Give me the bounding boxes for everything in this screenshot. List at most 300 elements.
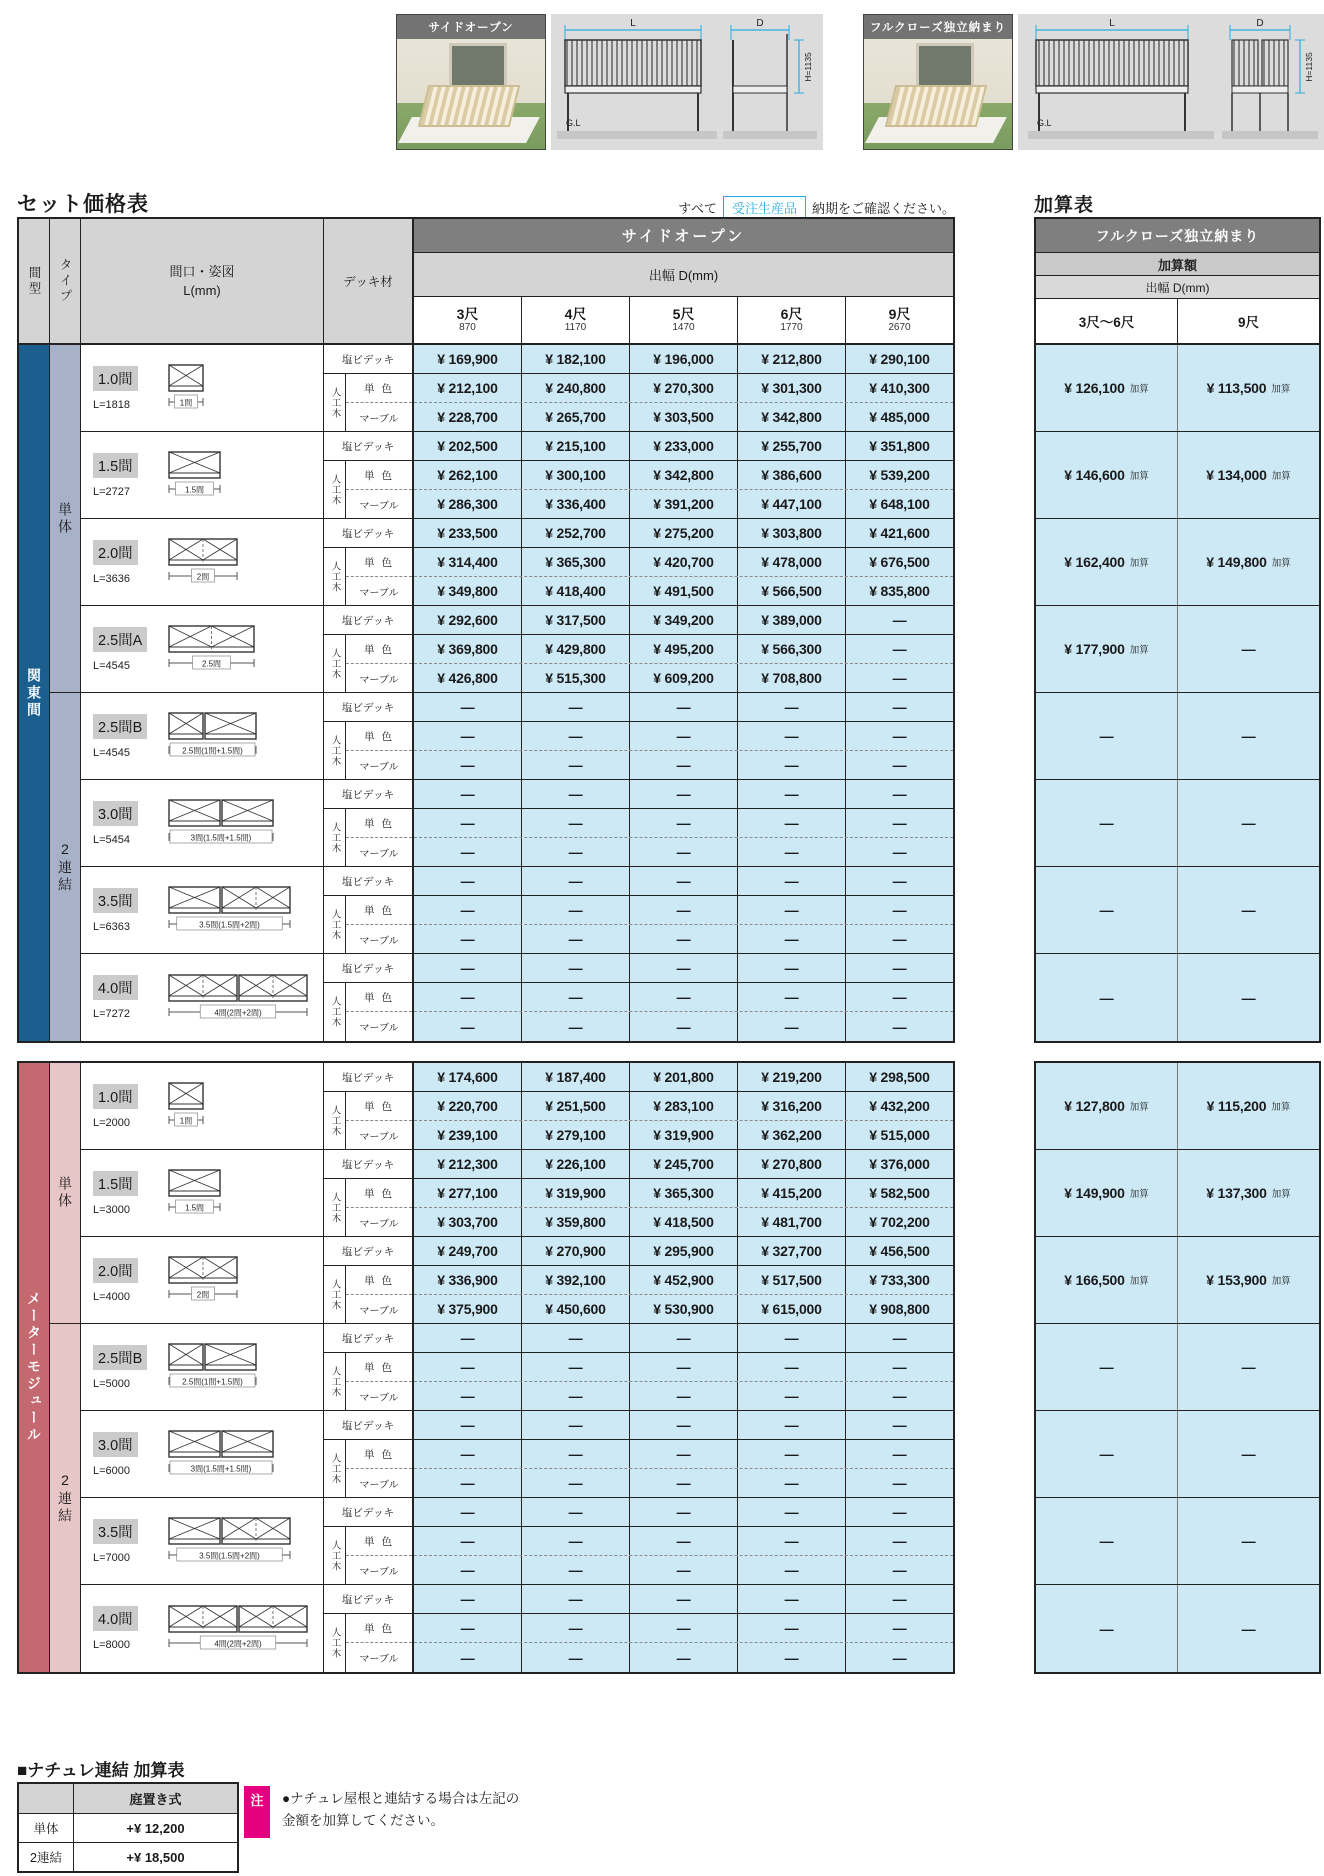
price-cell: ¥ 303,500 — [629, 403, 737, 431]
price-cell: — — [845, 867, 953, 895]
size-name: 3.5間 — [93, 1519, 138, 1544]
addition-value: ¥ 126,100 — [1064, 380, 1125, 396]
full-close-addition-table — [1034, 217, 1321, 1043]
price-cell: — — [460, 844, 475, 860]
section-name-vertical: メーターモジュール — [26, 1291, 42, 1444]
price-cell: ¥ 174,600 — [437, 1069, 498, 1085]
price-cell: ¥ 420,700 — [629, 548, 737, 576]
nature-row-single — [19, 1813, 237, 1842]
nature-table-title: ■ナチュレ連結 加算表 — [17, 1761, 185, 1780]
deck-material-cell — [324, 1324, 414, 1410]
addition-value: ¥ 146,600 — [1064, 467, 1125, 483]
deck-type-labels — [346, 1266, 412, 1323]
addition-row-2.0間 — [1036, 519, 1319, 606]
price-stripe — [414, 1527, 953, 1556]
artificial-wood-vertical-label: 人工木 — [329, 386, 341, 419]
addition-amount-header: 加算額 — [1036, 253, 1319, 276]
addition-value: ¥ 166,500 — [1064, 1272, 1125, 1288]
price-cell: ¥ 566,500 — [737, 577, 845, 605]
spec-cell — [81, 1411, 324, 1497]
size-name: 3.5間 — [93, 888, 138, 913]
deck-label-pvc: 塩ビデッキ — [324, 1324, 412, 1353]
price-cell: — — [460, 873, 475, 889]
deck-label-solid-color: 単 色 — [346, 635, 412, 664]
svg-text:H=1135: H=1135 — [803, 52, 813, 82]
full-close-line-diagram — [1018, 14, 1324, 150]
type-cell-単体 — [50, 1063, 80, 1324]
deck-label-solid-color: 単 色 — [346, 896, 412, 925]
deck-type-labels — [346, 722, 412, 779]
price-stripe — [414, 548, 953, 577]
type-column — [50, 345, 81, 1041]
spec-diagram — [167, 1515, 323, 1567]
price-cell: — — [629, 983, 737, 1011]
price-cell: ¥ 319,900 — [521, 1179, 629, 1207]
price-cell: — — [737, 867, 845, 895]
price-cell: — — [460, 1330, 475, 1346]
span-diagram-svg — [167, 1428, 277, 1480]
price-cell: — — [521, 1556, 629, 1584]
price-cell: ¥ 676,500 — [845, 548, 953, 576]
header-deck-material: デッキ材 — [324, 219, 414, 343]
spec-cell — [81, 432, 324, 518]
span-diagram-svg — [167, 623, 258, 675]
header-depth-columns — [414, 297, 953, 343]
addition-value: — — [1241, 989, 1256, 1006]
price-cell: ¥ 201,800 — [629, 1063, 737, 1091]
price-stripe — [414, 403, 953, 431]
deck-lower — [324, 722, 412, 779]
order-note-prefix: すべて — [678, 201, 717, 216]
price-cell: — — [521, 867, 629, 895]
addition-value: ¥ 127,800 — [1064, 1098, 1125, 1114]
price-cell: ¥ 426,800 — [437, 670, 498, 686]
price-cell: — — [845, 1411, 953, 1439]
addition-value: — — [1099, 1446, 1114, 1462]
spec-labels — [93, 540, 157, 585]
price-cell: ¥ 432,200 — [845, 1092, 953, 1120]
deck-label-artificial-wood — [324, 1353, 346, 1410]
price-cell: — — [629, 1382, 737, 1410]
deck-lower — [324, 1092, 412, 1149]
addition-table-title: 加算表 — [1034, 195, 1095, 216]
size-length: L=7000 — [93, 1551, 131, 1564]
price-stripe — [414, 1440, 953, 1469]
meter-module-price-table — [17, 1061, 955, 1674]
price-cell: ¥ 495,200 — [629, 635, 737, 663]
size-length: L=6363 — [93, 920, 131, 933]
addition-value: ¥ 149,900 — [1064, 1185, 1125, 1201]
svg-text:3間(1.5間+1.5間): 3間(1.5間+1.5間) — [190, 1464, 252, 1474]
span-diagram-svg — [167, 1080, 207, 1132]
price-cell: ¥ 292,600 — [437, 612, 498, 628]
spec-cell — [81, 519, 324, 605]
price-cell: — — [737, 809, 845, 837]
price-cell: — — [845, 1643, 953, 1672]
price-cell: ¥ 733,300 — [845, 1266, 953, 1294]
size-row-2.0間 — [81, 1237, 953, 1324]
addition-cell — [1177, 606, 1319, 692]
price-cell: ¥ 219,200 — [737, 1063, 845, 1091]
made-to-order-badge: 受注生産品 — [723, 196, 806, 219]
size-name: 3.0間 — [93, 801, 138, 826]
deck-label-marble: マーブル — [359, 761, 399, 773]
depth-col: 9尺 2670 — [845, 297, 953, 343]
deck-label-pvc: 塩ビデッキ — [324, 606, 412, 635]
price-cell: ¥ 515,300 — [521, 664, 629, 692]
side-open-line-diagram — [551, 14, 823, 150]
addition-value: — — [1099, 815, 1114, 831]
addition-cell — [1177, 1063, 1319, 1149]
deck-label-artificial-wood — [324, 809, 346, 866]
price-cell: — — [521, 1585, 629, 1613]
price-cell: ¥ 609,200 — [629, 664, 737, 692]
size-row-4.0間 — [81, 954, 953, 1041]
addition-row-4.0間 — [1036, 954, 1319, 1041]
full-close-photo — [863, 14, 1013, 150]
price-cell: ¥ 349,800 — [437, 583, 498, 599]
spec-labels — [93, 888, 157, 933]
addition-value: — — [1099, 902, 1114, 918]
addition-suffix: 加算 — [1129, 1189, 1149, 1200]
price-stripe — [414, 1353, 953, 1382]
price-cell: ¥ 202,500 — [437, 438, 498, 454]
addition-value: — — [1241, 1446, 1256, 1462]
note-text: ●ナチュレ屋根と連結する場合は左記の 金額を加算してください。 — [282, 1791, 520, 1828]
deck-label-artificial-wood — [324, 896, 346, 953]
spec-cell — [81, 1324, 324, 1410]
addition-cell — [1177, 1585, 1319, 1672]
price-cell: ¥ 239,100 — [437, 1127, 498, 1143]
price-stripe — [414, 896, 953, 925]
span-diagram-svg — [167, 797, 277, 849]
svg-text:2.5間: 2.5間 — [201, 659, 222, 669]
span-diagram-svg — [167, 884, 294, 936]
depth-col: 6尺 1770 — [737, 297, 845, 343]
deck-material-cell — [324, 1411, 414, 1497]
price-cell: — — [460, 1562, 475, 1578]
price-stripe — [414, 1092, 953, 1121]
addition-cell — [1036, 1411, 1177, 1497]
price-stripe — [414, 780, 953, 809]
price-cell: — — [629, 1527, 737, 1555]
header-type: タイプ — [50, 219, 81, 343]
artificial-wood-vertical-label: 人工木 — [329, 996, 341, 1028]
product-bar-side-open: サイドオープン — [414, 219, 953, 253]
price-cell: — — [521, 1440, 629, 1468]
span-diagram-svg — [167, 1603, 311, 1655]
price-cell: ¥ 212,800 — [737, 345, 845, 373]
size-name: 2.0間 — [93, 540, 138, 565]
size-row-1.5間 — [81, 432, 953, 519]
price-cells — [414, 1324, 953, 1410]
price-stripe — [414, 1012, 953, 1041]
nature-row-label: 2連結 — [19, 1843, 74, 1871]
price-stripe — [414, 664, 953, 692]
price-cell: ¥ 365,300 — [521, 548, 629, 576]
price-cell: — — [845, 1382, 953, 1410]
addition-suffix: 加算 — [1129, 384, 1149, 395]
price-cell: ¥ 648,100 — [845, 490, 953, 518]
addition-cell — [1177, 954, 1319, 1041]
deck-label-solid-color: 単 色 — [346, 1440, 412, 1469]
price-cell: ¥ 615,000 — [737, 1295, 845, 1323]
deck-material-cell — [324, 1150, 414, 1236]
price-stripe — [414, 1324, 953, 1353]
price-cell: — — [460, 902, 475, 918]
svg-text:G.L: G.L — [566, 118, 581, 128]
price-cell: — — [629, 1440, 737, 1468]
price-cell: ¥ 187,400 — [521, 1063, 629, 1091]
price-cell: ¥ 252,700 — [521, 519, 629, 547]
price-cell: ¥ 275,200 — [629, 519, 737, 547]
price-cell: — — [460, 786, 475, 802]
deck-label-pvc: 塩ビデッキ — [324, 693, 412, 722]
price-cell: — — [521, 954, 629, 982]
addition-row-2.0間 — [1036, 1237, 1319, 1324]
price-cell: — — [737, 1527, 845, 1555]
price-cell: — — [629, 1324, 737, 1352]
deck-photo-illustration — [397, 39, 545, 149]
addition-value: ¥ 149,800 — [1206, 554, 1267, 570]
price-cells — [414, 780, 953, 866]
deck-material-cell — [324, 519, 414, 605]
artificial-wood-vertical-label: 人工木 — [329, 1627, 341, 1659]
price-cell: — — [460, 699, 475, 715]
deck-label-solid-color: 単 色 — [346, 809, 412, 838]
deck-label-marble: マーブル — [359, 1218, 399, 1230]
price-stripe — [414, 1382, 953, 1410]
spec-cell — [81, 1063, 324, 1149]
full-close-photo-title: フルクローズ独立納まり — [864, 15, 1012, 39]
deck-label-solid-color: 単 色 — [346, 983, 412, 1012]
price-cell: ¥ 908,800 — [845, 1295, 953, 1323]
deck-material-cell — [324, 780, 414, 866]
price-cell: — — [737, 1382, 845, 1410]
price-cell: ¥ 369,800 — [437, 641, 498, 657]
price-cell: ¥ 391,200 — [629, 490, 737, 518]
price-cell: — — [460, 1504, 475, 1520]
addition-value: — — [1241, 1359, 1256, 1375]
deck-label-solid-color: 単 色 — [346, 1179, 412, 1208]
price-cell: ¥ 270,900 — [521, 1237, 629, 1265]
deck-label-solid-color: 単 色 — [346, 722, 412, 751]
price-cell: — — [629, 1585, 737, 1613]
addition-value: — — [1241, 728, 1256, 744]
addition-row-1.5間 — [1036, 1150, 1319, 1237]
spec-labels — [93, 714, 157, 759]
deck-lower — [324, 374, 412, 431]
span-diagram-svg — [167, 449, 224, 501]
size-length: L=4545 — [93, 746, 131, 759]
deck-label-solid-color: 単 色 — [346, 1353, 412, 1382]
size-length: L=5454 — [93, 833, 131, 846]
price-cell: — — [845, 780, 953, 808]
price-stripe — [414, 1295, 953, 1323]
price-stripe — [414, 490, 953, 518]
deck-label-pvc: 塩ビデッキ — [324, 780, 412, 809]
price-cell: — — [521, 1353, 629, 1381]
section-sidebar-関東間 — [19, 345, 50, 1041]
price-cell: — — [521, 1324, 629, 1352]
price-cell: — — [629, 1353, 737, 1381]
deck-label-marble: マーブル — [359, 1654, 399, 1665]
addition-value: ¥ 113,500 — [1206, 380, 1267, 396]
spec-cell — [81, 780, 324, 866]
order-note — [620, 196, 955, 219]
price-stripe — [414, 867, 953, 896]
spec-cell — [81, 954, 324, 1041]
addition-row-1.0間 — [1036, 1063, 1319, 1150]
addition-depth-columns — [1036, 299, 1319, 343]
size-row-2.5間A — [81, 606, 953, 693]
spec-diagram — [167, 1428, 323, 1480]
addition-cell — [1036, 1150, 1177, 1236]
price-cell: — — [845, 751, 953, 779]
addition-row-2.5間B — [1036, 1324, 1319, 1411]
spec-diagram — [167, 536, 323, 588]
price-cell: — — [460, 1591, 475, 1607]
price-cell: — — [521, 1382, 629, 1410]
price-cell: — — [737, 1643, 845, 1672]
price-cell: — — [460, 1018, 475, 1035]
deck-type-labels — [346, 896, 412, 953]
size-row-1.0間 — [81, 345, 953, 432]
addition-cell — [1036, 780, 1177, 866]
size-row-2.5間B — [81, 693, 953, 780]
size-name: 1.5間 — [93, 453, 138, 478]
size-row-2.0間 — [81, 519, 953, 606]
artificial-wood-vertical-label: 人工木 — [329, 908, 341, 941]
price-cell: ¥ 251,500 — [521, 1092, 629, 1120]
section-sidebar-メーターモジュール — [19, 1063, 50, 1672]
price-cell: — — [845, 1527, 953, 1555]
deck-material-cell — [324, 954, 414, 1041]
price-cell: ¥ 317,500 — [521, 606, 629, 634]
addition-cell — [1177, 867, 1319, 953]
depth-col: 3尺 870 — [456, 305, 479, 334]
deck-type-labels — [346, 374, 412, 431]
price-stripe — [414, 809, 953, 838]
price-cell: ¥ 265,700 — [521, 403, 629, 431]
spec-cell — [81, 867, 324, 953]
price-cell: ¥ 429,800 — [521, 635, 629, 663]
price-cell: ¥ 300,100 — [521, 461, 629, 489]
price-cell: — — [845, 925, 953, 953]
svg-text:2.5間(1間+1.5間): 2.5間(1間+1.5間) — [182, 1377, 243, 1387]
price-cell: — — [629, 1614, 737, 1642]
addition-row-4.0間 — [1036, 1585, 1319, 1672]
price-cell: ¥ 582,500 — [845, 1179, 953, 1207]
addition-cell — [1036, 606, 1177, 692]
addition-value: — — [1241, 815, 1256, 831]
price-cell: — — [629, 1469, 737, 1497]
deck-label-pvc: 塩ビデッキ — [324, 1237, 412, 1266]
deck-label-artificial-wood — [324, 548, 346, 605]
price-stripe — [414, 345, 953, 374]
price-cell: ¥ 196,000 — [629, 345, 737, 373]
price-cell: ¥ 539,200 — [845, 461, 953, 489]
addition-col-3to6: 3尺～6尺 — [1078, 315, 1135, 330]
addition-row-2.5間A — [1036, 606, 1319, 693]
deck-type-labels — [346, 1527, 412, 1584]
addition-cell — [1177, 432, 1319, 518]
price-cell: ¥ 336,400 — [521, 490, 629, 518]
artificial-wood-vertical-label: 人工木 — [329, 560, 341, 593]
side-open-diagram-panel — [551, 14, 823, 150]
price-cell: ¥ 319,900 — [629, 1121, 737, 1149]
deck-type-labels — [346, 1614, 412, 1672]
type-name-vertical: 単体 — [57, 501, 73, 536]
span-diagram-svg — [167, 536, 241, 588]
addition-value: — — [1241, 902, 1256, 918]
price-cell: ¥ 349,200 — [629, 606, 737, 634]
price-cell: — — [460, 1446, 475, 1462]
price-cell: ¥ 314,400 — [437, 554, 498, 570]
price-cell: — — [521, 1498, 629, 1526]
deck-label-marble: マーブル — [359, 1305, 399, 1317]
deck-type-labels — [346, 809, 412, 866]
price-cell: — — [629, 867, 737, 895]
price-stripe — [414, 1614, 953, 1643]
deck-label-artificial-wood — [324, 1179, 346, 1236]
size-row-1.0間 — [81, 1063, 953, 1150]
price-cell: — — [845, 1353, 953, 1381]
size-name: 1.5間 — [93, 1171, 138, 1196]
deck-label-artificial-wood — [324, 1440, 346, 1497]
price-stripe — [414, 838, 953, 866]
price-cell: ¥ 301,300 — [737, 374, 845, 402]
addition-value: ¥ 134,000 — [1206, 467, 1267, 483]
deck-label-artificial-wood — [324, 635, 346, 692]
price-cell: — — [845, 722, 953, 750]
price-cell: ¥ 233,500 — [437, 525, 498, 541]
spec-cell — [81, 1150, 324, 1236]
size-length: L=7272 — [93, 1008, 131, 1020]
addition-cell — [1036, 867, 1177, 953]
nature-row-value: +¥ 12,200 — [74, 1814, 237, 1842]
size-name: 2.5間B — [93, 1345, 147, 1370]
price-cell: — — [737, 838, 845, 866]
deck-material-cell — [324, 867, 414, 953]
type-name-vertical: 2連結 — [57, 1471, 73, 1525]
svg-text:1.5間: 1.5間 — [184, 1203, 205, 1213]
spec-labels — [93, 627, 157, 672]
price-cell: ¥ 342,800 — [629, 461, 737, 489]
deck-lower — [324, 1527, 412, 1584]
deck-type-labels — [346, 1440, 412, 1497]
price-cells — [414, 1150, 953, 1236]
deck-label-marble: マーブル — [359, 500, 399, 512]
nature-header-blank — [19, 1784, 74, 1813]
artificial-wood-vertical-label: 人工木 — [329, 473, 341, 506]
side-open-photo — [396, 14, 546, 150]
spec-labels — [93, 975, 157, 1020]
price-cells — [414, 1411, 953, 1497]
deck-material-cell — [324, 1237, 414, 1323]
deck-lower — [324, 1179, 412, 1236]
price-cell: — — [737, 1012, 845, 1041]
spec-cell — [81, 606, 324, 692]
price-cell: ¥ 262,100 — [437, 467, 498, 483]
addition-suffix: 加算 — [1271, 471, 1291, 482]
addition-value: ¥ 153,900 — [1206, 1272, 1267, 1288]
price-cells — [414, 1063, 953, 1149]
price-cell: ¥ 212,300 — [437, 1156, 498, 1172]
price-cell: — — [737, 780, 845, 808]
price-cell: — — [737, 1556, 845, 1584]
deck-material-cell — [324, 606, 414, 692]
